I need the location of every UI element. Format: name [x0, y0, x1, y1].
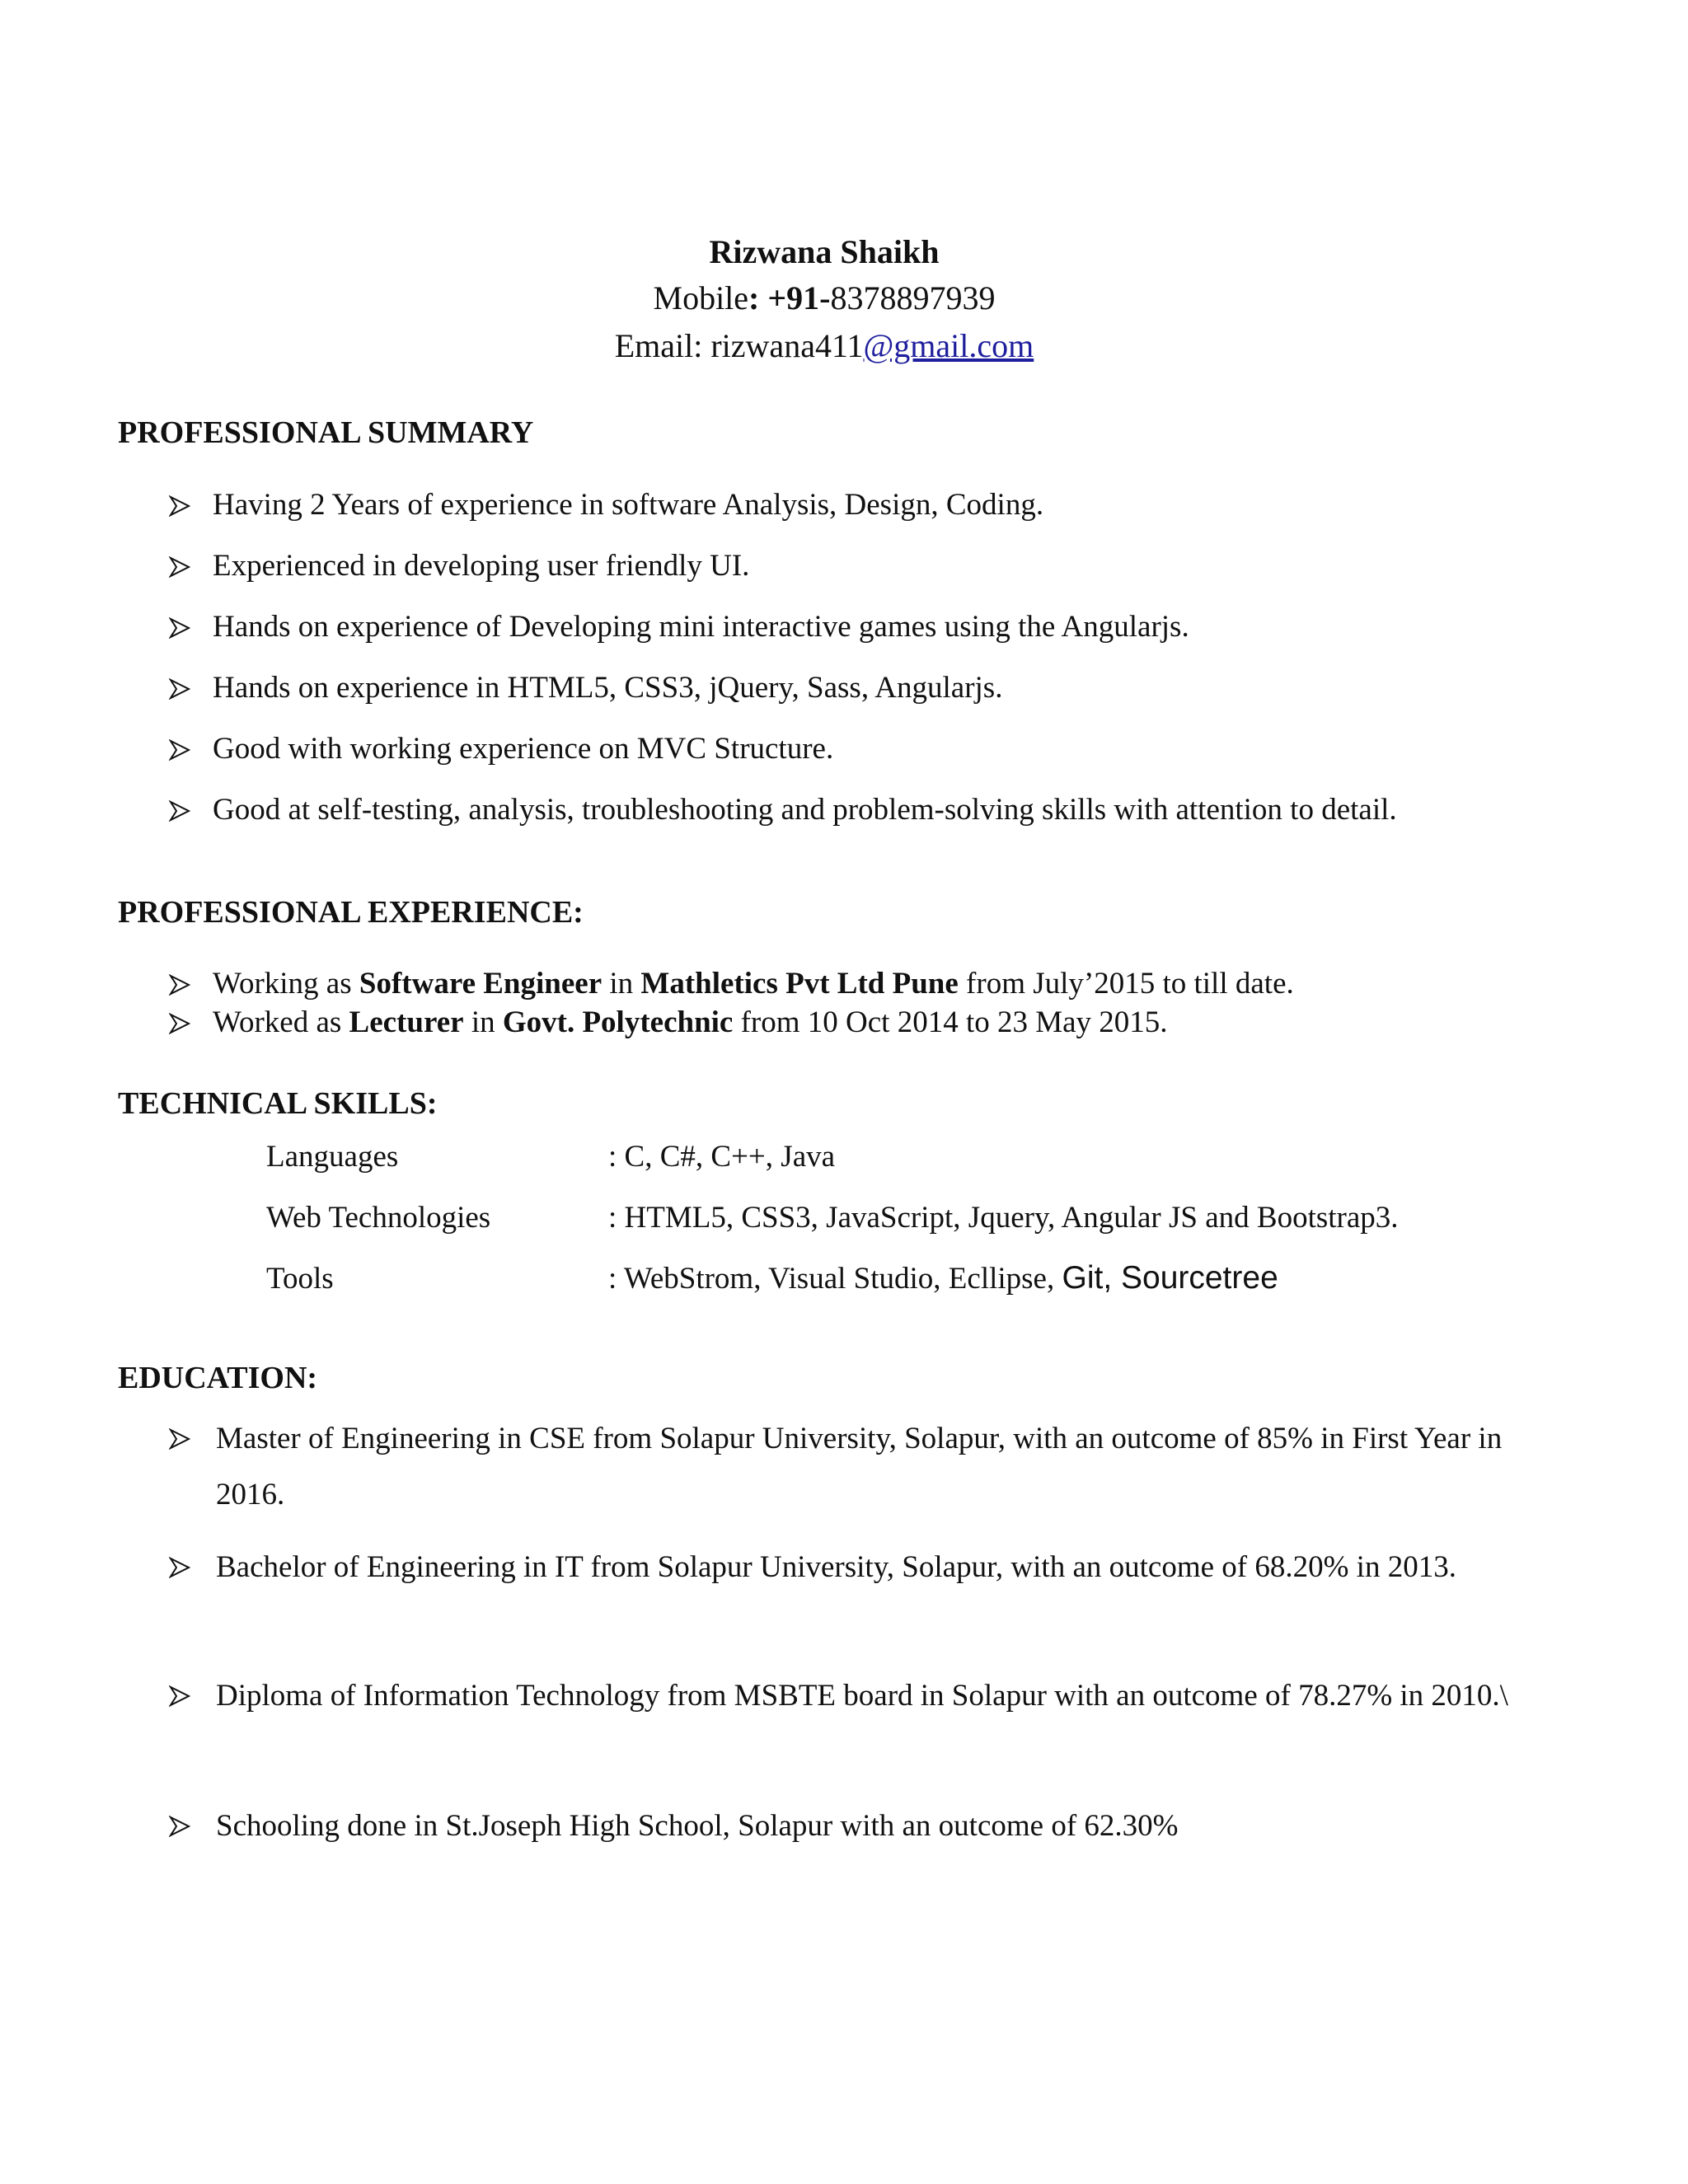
skills-title: TECHNICAL SKILLS: [118, 1086, 438, 1121]
arrow-bullet-icon [169, 1816, 194, 1840]
arrow-bullet-icon [169, 1428, 194, 1453]
experience-mid: in [602, 967, 641, 1001]
email-label: Email: rizwana411 [614, 327, 864, 364]
arrow-bullet-icon [169, 495, 194, 520]
summary-item: Good with working experience on MVC Structure. [213, 732, 834, 766]
skill-label: Tools [266, 1262, 334, 1296]
mobile-line [0, 279, 1648, 317]
candidate-name: Rizwana Shaikh [709, 233, 940, 270]
email-link[interactable]: @gmail.com [863, 327, 1034, 364]
skill-value-main: : WebStrom, Visual Studio, Ecllipse, [608, 1262, 1062, 1296]
summary-item: Experienced in developing user friendly UI. [213, 549, 750, 583]
education-item: Master of Engineering in CSE from Solapur University, Solapur, with an outcome of 85% in First Year in 2016. [216, 1422, 1503, 1511]
education-item: Bachelor of Engineering in IT from Solapur University, Solapur, with an outcome of 68.20% in 2013. [216, 1550, 1456, 1584]
education-item: Schooling done in St.Joseph High School, Solapur with an outcome of 62.30% [216, 1809, 1179, 1843]
arrow-bullet-icon [169, 974, 194, 999]
arrow-bullet-icon [169, 1013, 194, 1038]
mobile-prefix: : +91- [748, 279, 831, 316]
experience-post: from 10 Oct 2014 to 23 May 2015. [733, 1005, 1168, 1039]
education-title: EDUCATION: [118, 1361, 318, 1395]
experience-item [213, 1005, 1168, 1040]
skill-value-tail: Git, Sourcetree [1062, 1260, 1278, 1296]
arrow-bullet-icon [169, 800, 194, 825]
summary-item: Having 2 Years of experience in software Analysis, Design, Coding. [213, 488, 1044, 522]
experience-post: from July’2015 to till date. [958, 967, 1294, 1001]
skill-label: Web Technologies [266, 1201, 491, 1235]
mobile-label: Mobile [653, 279, 749, 316]
experience-role: Software Engineer [359, 967, 603, 1001]
mobile-number: 8378897939 [830, 279, 996, 316]
education-item: Diploma of Information Technology from MSBTE board in Solapur with an outcome of 78.27% in 2010.\ [216, 1679, 1508, 1713]
experience-title: PROFESSIONAL EXPERIENCE: [118, 895, 584, 930]
arrow-bullet-icon [169, 739, 194, 764]
summary-item: Hands on experience in HTML5, CSS3, jQuery, Sass, Angularjs. [213, 671, 1003, 705]
skill-value: : C, C#, C++, Java [608, 1140, 836, 1174]
email-line [0, 326, 1648, 365]
experience-pre: Worked as [213, 1005, 349, 1039]
arrow-bullet-icon [169, 556, 194, 581]
experience-item [213, 966, 1294, 1001]
summary-item: Good at self-testing, analysis, troubleshooting and problem-solving skills with attention to detail. [213, 793, 1397, 827]
skill-label: Languages [266, 1140, 399, 1174]
skill-value [608, 1260, 1278, 1296]
experience-role: Lecturer [349, 1005, 464, 1039]
experience-mid: in [463, 1005, 503, 1039]
arrow-bullet-icon [169, 678, 194, 703]
arrow-bullet-icon [169, 617, 194, 642]
summary-title: PROFESSIONAL SUMMARY [118, 415, 534, 450]
experience-pre: Working as [213, 967, 359, 1001]
experience-org: Govt. Polytechnic [502, 1005, 734, 1039]
arrow-bullet-icon [169, 1685, 194, 1710]
summary-item: Hands on experience of Developing mini interactive games using the Angularjs. [213, 610, 1189, 644]
experience-org: Mathletics Pvt Ltd Pune [640, 967, 959, 1001]
arrow-bullet-icon [169, 1557, 194, 1582]
skill-value: : HTML5, CSS3, JavaScript, Jquery, Angular JS and Bootstrap3. [608, 1201, 1399, 1235]
